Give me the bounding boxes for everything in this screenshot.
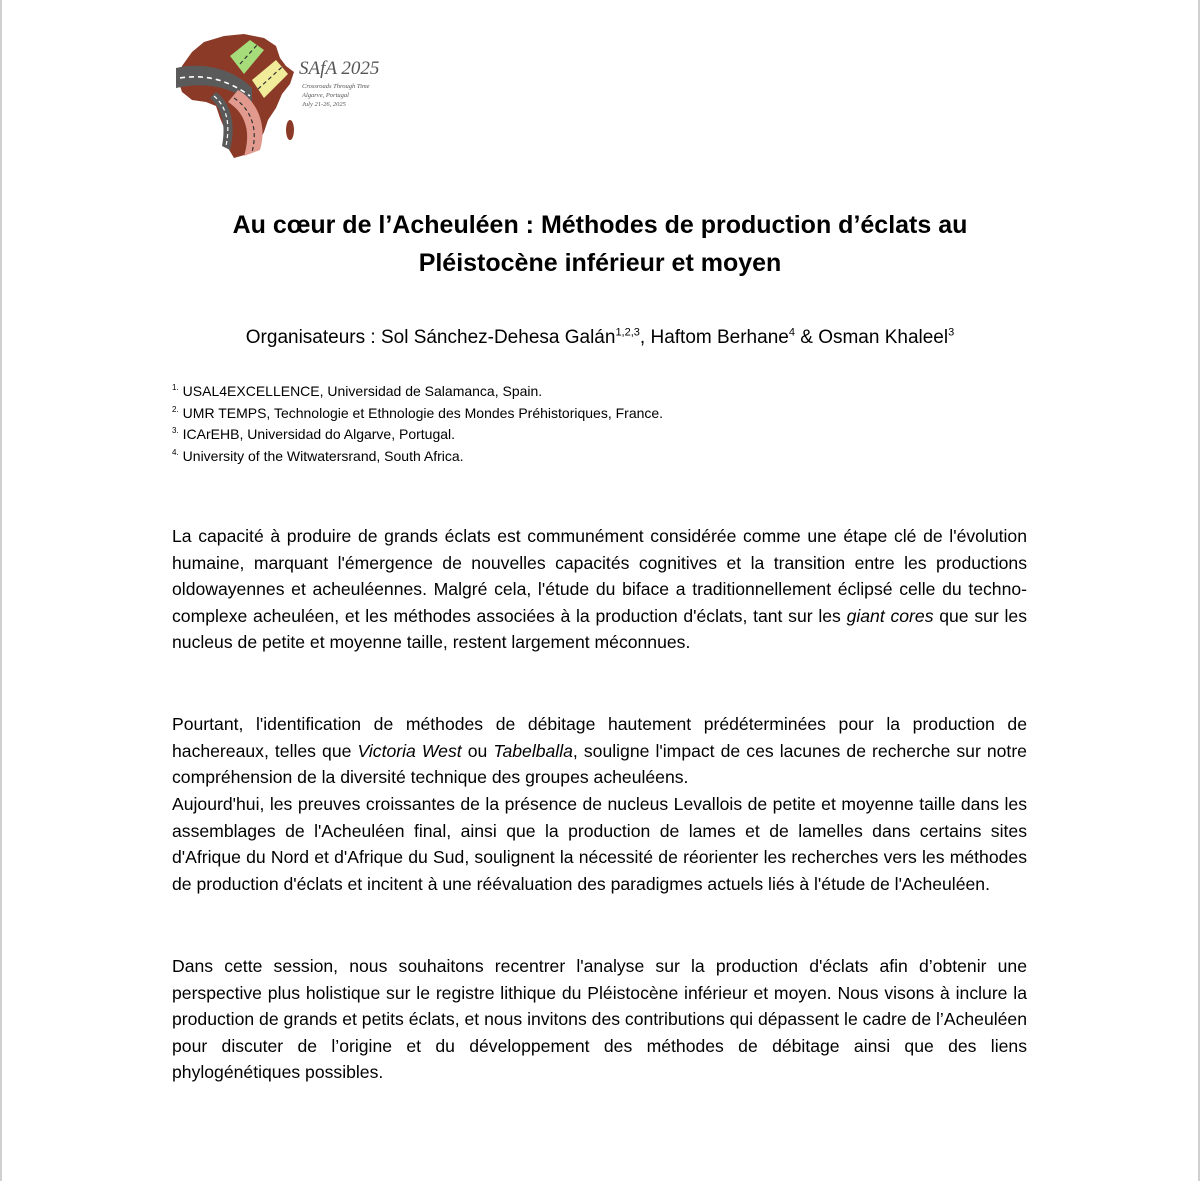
logo-dates: July 21-26, 2025 bbox=[302, 101, 346, 108]
africa-roads-icon bbox=[172, 28, 302, 168]
paragraph-2-text-c: , souligne l'impact de ces lacunes de recherche sur notre compréhension de la diversité technique des groupes acheuléens. bbox=[172, 740, 1027, 787]
organizer-affiliation-ref: 3 bbox=[948, 326, 955, 339]
affiliation-item bbox=[172, 424, 663, 446]
affiliation-item bbox=[172, 381, 663, 403]
organizer-name: Sol Sánchez-Dehesa Galán bbox=[380, 327, 616, 348]
paragraph-1-text-b: que sur les nucleus de petite et moyenne taille, restent largement méconnues. bbox=[172, 605, 1028, 652]
paragraph-2-italic-1: Victoria West bbox=[357, 740, 462, 761]
safa-logo bbox=[172, 28, 394, 168]
paragraph-2 bbox=[172, 711, 1027, 791]
organizers-line bbox=[100, 324, 1100, 352]
paragraph-1-text-a: La capacité à produire de grands éclats est communément considérée comme une étape clé de l'évolution humaine, marquant l'émergence de nouvelles capacités cognitives et la transition entre les productions oldowayennes et acheuléennes. Malgré cela, l'étude du biface a traditionnellement éclipsé celle du techno-complexe acheuléen, et les méthodes associées à la production d'éclats, tant sur les bbox=[172, 526, 1027, 626]
affiliation-text: ICArEHB, Universidad do Algarve, Portugal. bbox=[182, 426, 456, 442]
affiliation-text: University of the Witwatersrand, South Africa. bbox=[182, 447, 464, 464]
organizers-prefix: Organisateurs : bbox=[245, 327, 381, 348]
organizer-separator: & bbox=[794, 327, 819, 348]
organizer-name: Osman Khaleel bbox=[818, 327, 949, 348]
paragraph-1 bbox=[172, 523, 1027, 656]
affiliation-number: 3. bbox=[172, 426, 179, 436]
paragraph-3: Aujourd'hui, les preuves croissantes de la présence de nucleus Levallois de petite et moyenne taille dans les assemblages de l'Acheuléen final, ainsi que la production de lames et de lamelles dans certains sites d'Afrique du Nord et d'Afrique du Sud, soulignent la nécessité de réorienter les recherches vers les méthodes de production d'éclats et incitent à une réévaluation des paradigmes actuels liés à l'étude de l'Acheuléen. bbox=[172, 794, 1027, 894]
affiliation-item bbox=[172, 446, 663, 468]
affiliation-item bbox=[172, 403, 663, 425]
affiliation-text: USAL4EXCELLENCE, Universidad de Salamanca, Spain. bbox=[182, 383, 543, 399]
session-title bbox=[100, 206, 1100, 282]
madagascar-shape bbox=[286, 120, 294, 140]
paragraph-1-italic: giant cores bbox=[846, 605, 934, 626]
paragraph-2-text-a: Pourtant, l'identification de méthodes de débitage hautement prédéterminées pour la production de hachereaux, telles que bbox=[172, 714, 1027, 761]
affiliation-text: UMR TEMPS, Technologie et Ethnologie des Mondes Préhistoriques, France. bbox=[182, 404, 664, 421]
affiliations-list bbox=[172, 381, 663, 467]
paragraph-2-text-b: ou bbox=[461, 740, 494, 761]
affiliation-number: 4. bbox=[172, 447, 179, 457]
logo-subtitle: Crossroads Through Time bbox=[302, 83, 370, 90]
organizer-name: Haftom Berhane bbox=[650, 327, 789, 348]
organizer-affiliation-ref: 1,2,3 bbox=[615, 326, 640, 339]
affiliation-number: 1. bbox=[172, 383, 179, 393]
logo-title: SAfA 2025 bbox=[299, 58, 380, 79]
logo-location: Algarve, Portugal bbox=[302, 92, 349, 99]
title-line-2: Pléistocène inférieur et moyen bbox=[418, 249, 782, 277]
paragraph-2-italic-2: Tabelballa bbox=[493, 740, 573, 761]
organizer-affiliation-ref: 4 bbox=[788, 326, 795, 339]
title-line-1: Au cœur de l’Acheuléen : Méthodes de production d’éclats au bbox=[232, 211, 968, 239]
paragraph-4: Dans cette session, nous souhaitons recentrer l'analyse sur la production d'éclats afin d’obtenir une perspective plus holistique sur le registre lithique du Pléistocène inférieur et moyen. Nous visons à inclure la production de grands et petits éclats, et nous invitons des contributions qui dépassent le cadre de l’Acheuléen pour discuter de l’origine et du développement des méthodes de débitage ainsi que des liens phylogénétiques possibles. bbox=[172, 956, 1027, 1082]
organizer-separator: , bbox=[639, 327, 651, 348]
affiliation-number: 2. bbox=[172, 404, 179, 414]
